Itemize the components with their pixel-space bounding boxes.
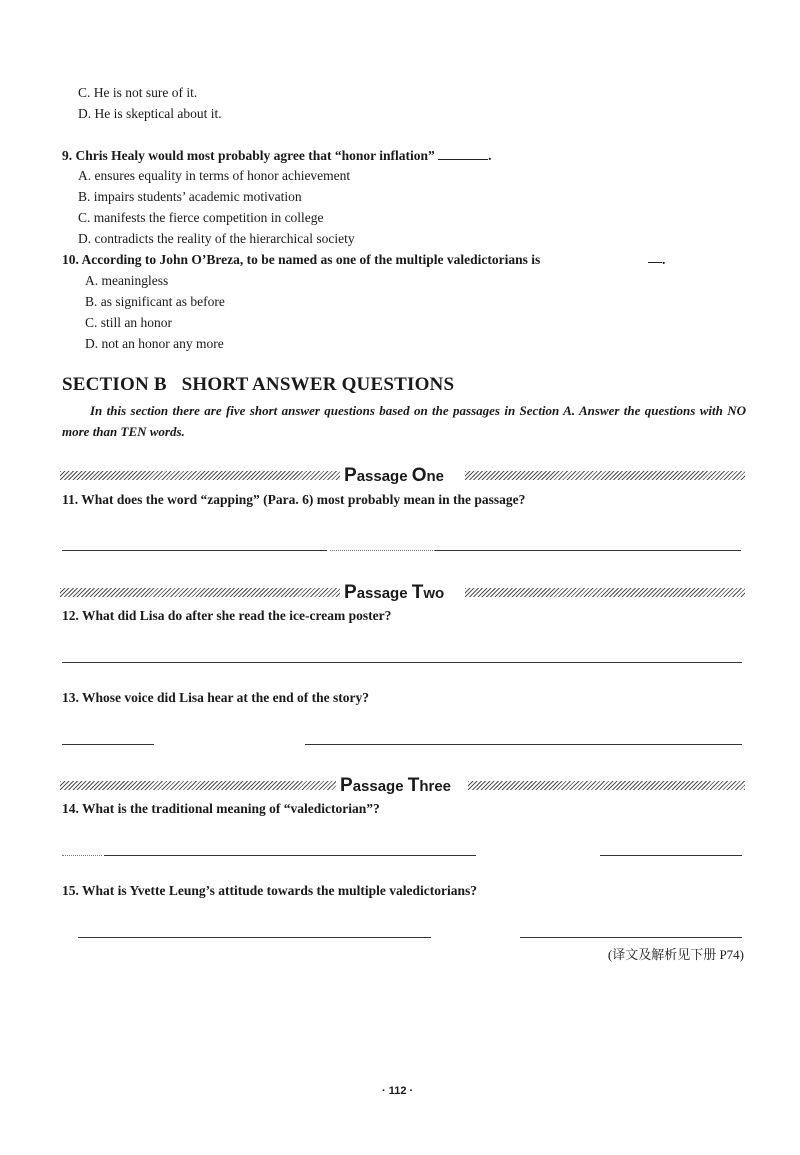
passage-two-label: Passage Two xyxy=(340,582,448,604)
answer-line-14a[interactable] xyxy=(104,855,476,856)
q10-stem-text: 10. According to John O’Breza, to be named as one of the multiple valedictorians is xyxy=(62,252,541,267)
q9-stem: 9. Chris Healy would most probably agree that “honor inflation” . xyxy=(62,148,492,163)
page-number: · 112 · xyxy=(382,1085,414,1097)
passage-three-label: Passage Three xyxy=(336,775,455,797)
translation-reference: (译文及解析见下册 P74) xyxy=(607,947,744,962)
q9-stem-text: 9. Chris Healy would most probably agree that “honor inflation” xyxy=(62,148,435,163)
q9-option-c: C. manifests the fierce competition in college xyxy=(78,210,324,225)
q9-option-d: D. contradicts the reality of the hierarchical society xyxy=(78,231,355,246)
answer-line-11b[interactable] xyxy=(435,550,741,551)
passage-three-header xyxy=(60,775,745,797)
q9-option-a: A. ensures equality in terms of honor achievement xyxy=(78,168,351,183)
question-12: 12. What did Lisa do after she read the ice-cream poster? xyxy=(62,608,392,623)
q10-blank xyxy=(648,262,662,263)
q10-option-c: C. still an honor xyxy=(85,315,172,330)
answer-line-12[interactable] xyxy=(62,662,742,663)
answer-line-14b[interactable] xyxy=(600,855,742,856)
question-15: 15. What is Yvette Leung’s attitude towards the multiple valedictorians? xyxy=(62,883,477,898)
q10-option-d: D. not an honor any more xyxy=(85,336,224,351)
q8-option-d: D. He is skeptical about it. xyxy=(78,106,222,121)
q9-blank xyxy=(438,147,488,160)
passage-two-header xyxy=(60,582,745,604)
hatch-left xyxy=(60,471,345,480)
answer-line-15b[interactable] xyxy=(520,937,742,938)
answer-line-13b[interactable] xyxy=(305,744,742,745)
question-11: 11. What does the word “zapping” (Para. 6) most probably mean in the passage? xyxy=(62,492,526,507)
answer-line-13a[interactable] xyxy=(62,744,154,745)
answer-line-11a[interactable] xyxy=(62,550,327,551)
question-13: 13. Whose voice did Lisa hear at the end of the story? xyxy=(62,690,369,705)
hatch-right xyxy=(465,471,745,480)
q10-option-b: B. as significant as before xyxy=(85,294,225,309)
question-14: 14. What is the traditional meaning of “valedictorian”? xyxy=(62,801,380,816)
q9-option-b: B. impairs students’ academic motivation xyxy=(78,189,302,204)
q10-option-a: A. meaningless xyxy=(85,273,169,288)
section-b-title: SECTION B SHORT ANSWER QUESTIONS xyxy=(62,374,455,395)
section-b-instructions: In this section there are five short answer questions based on the passages in Section A. Answer the questions with NO more than TEN words. xyxy=(62,403,746,439)
passage-one-header xyxy=(60,465,745,487)
passage-one-label: Passage One xyxy=(340,465,448,487)
q10-stem xyxy=(62,252,540,268)
q8-option-c: C. He is not sure of it. xyxy=(78,85,198,100)
answer-line-15a[interactable] xyxy=(78,937,431,938)
